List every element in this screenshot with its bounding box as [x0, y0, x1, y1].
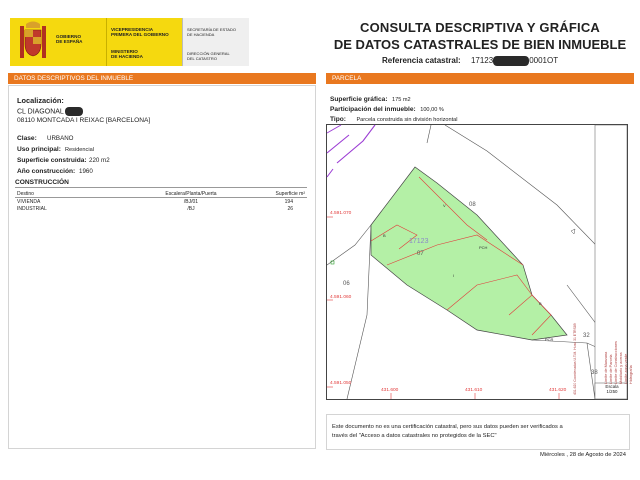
cadastral-map[interactable]: [326, 124, 633, 400]
cell-destino: INDUSTRIAL: [17, 205, 47, 212]
section-title-parcela: PARCELA: [332, 75, 362, 82]
direccion-block: [182, 18, 249, 66]
uso-label: Uso principal:: [17, 146, 61, 153]
col-superficie: Superficie m²: [253, 190, 307, 198]
clase-label: Clase:: [17, 135, 37, 142]
scale-box: [598, 384, 626, 394]
parcel-ref-label: 17123: [409, 238, 429, 245]
ref-suffix: 0001OT: [529, 56, 559, 66]
ministerio-block: [106, 18, 183, 66]
superficie-label: Superficie construida:: [17, 157, 87, 164]
parcel-plan: [327, 125, 627, 399]
superficie-value: 220 m2: [89, 157, 110, 164]
footer-date: Miércoles , 28 de Agosto de 2024: [539, 452, 626, 458]
cell-superficie: 194: [284, 198, 293, 205]
legend-item: Límite de Parcela: [609, 354, 613, 384]
legend-item: Mobiliario y aceras: [619, 352, 623, 384]
cell-destino: VIVIENDA: [17, 198, 41, 205]
table-row: [15, 205, 307, 212]
scale-label: Escala: [605, 384, 619, 389]
referencia-catastral: [330, 56, 630, 66]
participacion-label: Participación del inmueble:: [330, 106, 416, 113]
vicepresidencia-line1: VICEPRESIDENCIA: [111, 27, 154, 32]
participacion-value: 100,00 %: [420, 107, 444, 113]
datos-panel: [8, 85, 316, 449]
legend-item: Límite de Construcciones: [614, 341, 618, 384]
page-title-line2: DE DATOS CATASTRALES DE BIEN INMUEBLE: [333, 37, 627, 52]
anio-value: 1960: [79, 168, 93, 175]
construccion-table: [15, 190, 307, 212]
unit-label: V: [443, 203, 446, 208]
neighbor-label: 38: [591, 370, 598, 376]
notice-box: [326, 414, 630, 450]
ref-label: Referencia catastral:: [382, 56, 461, 66]
neighbor-label: 32: [583, 333, 590, 339]
unit-label: PCH: [479, 245, 488, 250]
x-coord-label: 431.620: [549, 388, 567, 393]
unit-label: B: [539, 301, 542, 306]
ref-prefix: 17123: [470, 56, 494, 66]
ministerio-line1: MINISTERIO: [111, 49, 138, 54]
section-bar-parcela: [326, 73, 634, 84]
map-legend: [599, 129, 633, 384]
address-line1: CL DIAGONAL: [17, 107, 83, 116]
uso-value: Residencial: [65, 147, 94, 153]
address-line2: 08110 MONTCADA I REIXAC [BARCELONA]: [17, 117, 151, 124]
table-header-row: [15, 190, 307, 198]
parcel-polygon: [371, 167, 567, 340]
secretaria-line1: SECRETARÍA DE ESTADO: [187, 27, 236, 32]
vicepresidencia-line2: PRIMERA DEL GOBIERNO: [111, 32, 169, 38]
direccion-line1: DIRECCIÓN GENERAL: [187, 51, 230, 56]
cell-superficie: 26: [287, 205, 293, 212]
section-bar-datos: [8, 73, 316, 84]
redaction-mask: [65, 107, 83, 116]
y-coord-label: 4.591.060: [330, 295, 352, 300]
gobierno-line2: DE ESPAÑA: [56, 39, 83, 45]
localizacion-label: Localización:: [17, 96, 64, 105]
y-coord-label: 4.591.070: [330, 211, 352, 216]
direccion-line2: DEL CATASTRO: [187, 56, 217, 62]
section-title-datos: DATOS DESCRIPTIVOS DEL INMUEBLE: [14, 75, 134, 82]
tipo-value: Parcela construida sin división horizontal: [356, 117, 458, 123]
x-coord-label: 431.600: [381, 388, 399, 393]
cell-escalera: /BJ: [187, 205, 195, 212]
cell-escalera: /BJ/01: [183, 198, 199, 205]
unit-label: B: [383, 233, 386, 238]
tipo-label: Tipo:: [330, 116, 346, 123]
unit-label: PCR: [545, 337, 554, 342]
sup-grafica-value: 175 m2: [391, 97, 411, 103]
col-destino: Destino: [15, 190, 129, 198]
parcela-info: [330, 88, 630, 123]
page-title-line1: CONSULTA DESCRIPTIVA Y GRÁFICA: [359, 20, 600, 35]
scale-value: 1/250: [606, 389, 618, 394]
notice-line2: través del "Acceso a datos catastrales no protegidos de la SEC": [332, 433, 497, 439]
construccion-title: CONSTRUCCIÓN: [15, 179, 307, 188]
legend-item: Hidrografía: [629, 365, 633, 384]
parcel-num-label: 07: [417, 251, 424, 257]
x-coord-label: 431.610: [465, 388, 483, 393]
coord-system-note: 431.620 Coordenadas U.T.M. Huso 31 ETRS89: [573, 323, 577, 395]
gobierno-espana-logo: [10, 18, 106, 66]
redaction-mask: [493, 56, 529, 66]
neighbor-label: 08: [469, 202, 476, 208]
neighbor-label: 06: [343, 281, 350, 287]
legend-item: Límite zona verde: [624, 353, 628, 384]
y-coord-label: 4.591.050: [330, 381, 352, 386]
notice-line1: Este documento no es una certificación catastral, pero sus datos pueden ser verificados a: [332, 424, 563, 430]
anio-label: Año construcción:: [17, 168, 76, 175]
col-escalera: Escalera/Planta/Puerta: [129, 190, 253, 198]
ministerio-line2: DE HACIENDA: [111, 54, 143, 60]
secretaria-line2: DE HACIENDA: [187, 32, 215, 38]
unit-label: I: [453, 273, 455, 278]
table-row: [15, 198, 307, 206]
clase-value: URBANO: [47, 135, 74, 142]
sup-grafica-label: Superficie gráfica:: [330, 96, 388, 103]
gobierno-line1: GOBIERNO: [56, 34, 82, 39]
legend-item: Límite de Manzana: [604, 351, 608, 384]
